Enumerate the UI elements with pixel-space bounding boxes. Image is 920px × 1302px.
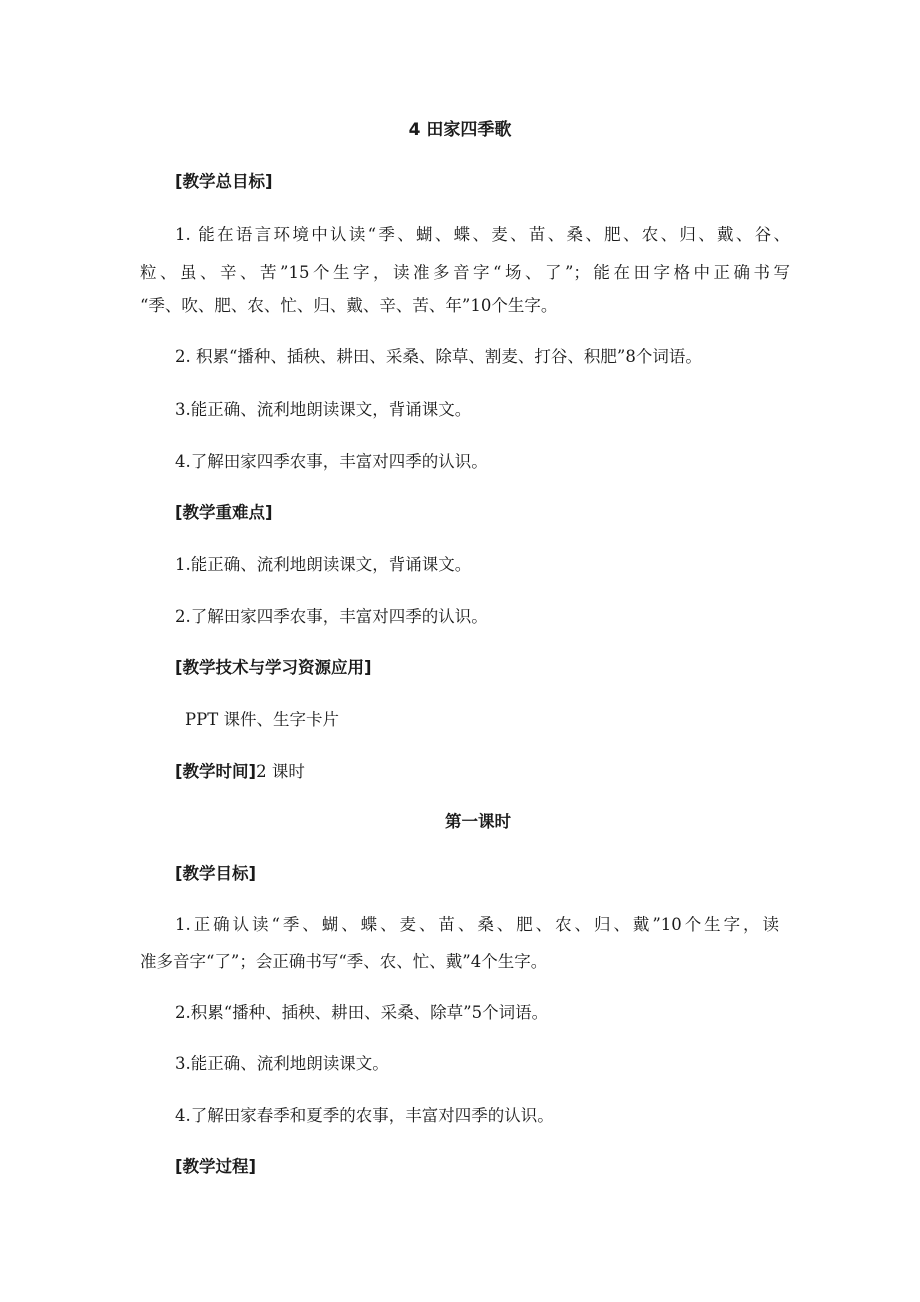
- lesson-goal-3: 3.能正确、流利地朗读课文。: [175, 1054, 389, 1073]
- goal-4: 4.了解田家四季农事，丰富对四季的认识。: [175, 452, 488, 471]
- document-title: 4 田家四季歌: [408, 120, 512, 140]
- lesson-goals-heading: [教学目标]: [175, 864, 257, 883]
- key-points-heading: [教学重难点]: [175, 503, 273, 522]
- goals-heading: [教学总目标]: [175, 172, 273, 191]
- resources-text: PPT 课件、生字卡片: [185, 710, 339, 729]
- goal-1-line-3: “季、吹、肥、农、忙、归、戴、辛、苦、年”10个生字。: [140, 296, 558, 315]
- time-heading: [教学时间]: [175, 762, 257, 781]
- lesson-goal-1-line-2: 准多音字“了”；会正确书写“季、农、忙、戴”4个生字。: [140, 952, 548, 971]
- key-point-2: 2.了解田家四季农事，丰富对四季的认识。: [175, 607, 488, 626]
- goal-1-line-1: 1. 能在语言环境中认读“季、蝴、蝶、麦、苗、桑、肥、农、归、戴、谷、: [175, 225, 790, 244]
- goal-3: 3.能正确、流利地朗读课文，背诵课文。: [175, 400, 472, 419]
- resources-heading: [教学技术与学习资源应用]: [175, 658, 372, 677]
- lesson-goal-2: 2.积累“播种、插秧、耕田、采桑、除草”5个词语。: [175, 1003, 549, 1022]
- goal-2: 2. 积累“播种、插秧、耕田、采桑、除草、割麦、打谷、积肥”8个词语。: [175, 347, 702, 366]
- goal-1-line-2: 粒、虽、辛、苦”15个生字，读准多音字“场、了”；能在田字格中正确书写: [140, 263, 790, 282]
- teaching-time: [175, 761, 305, 783]
- key-point-1: 1.能正确、流利地朗读课文，背诵课文。: [175, 555, 472, 574]
- process-heading: [教学过程]: [175, 1157, 257, 1176]
- lesson-goal-1-line-1: 1.正确认读“季、蝴、蝶、麦、苗、桑、肥、农、归、戴”10个生字，读: [175, 915, 779, 934]
- lesson-goal-4: 4.了解田家春季和夏季的农事，丰富对四季的认识。: [175, 1106, 554, 1125]
- time-value: 2 课时: [256, 762, 305, 781]
- lesson-heading: 第一课时: [445, 812, 511, 831]
